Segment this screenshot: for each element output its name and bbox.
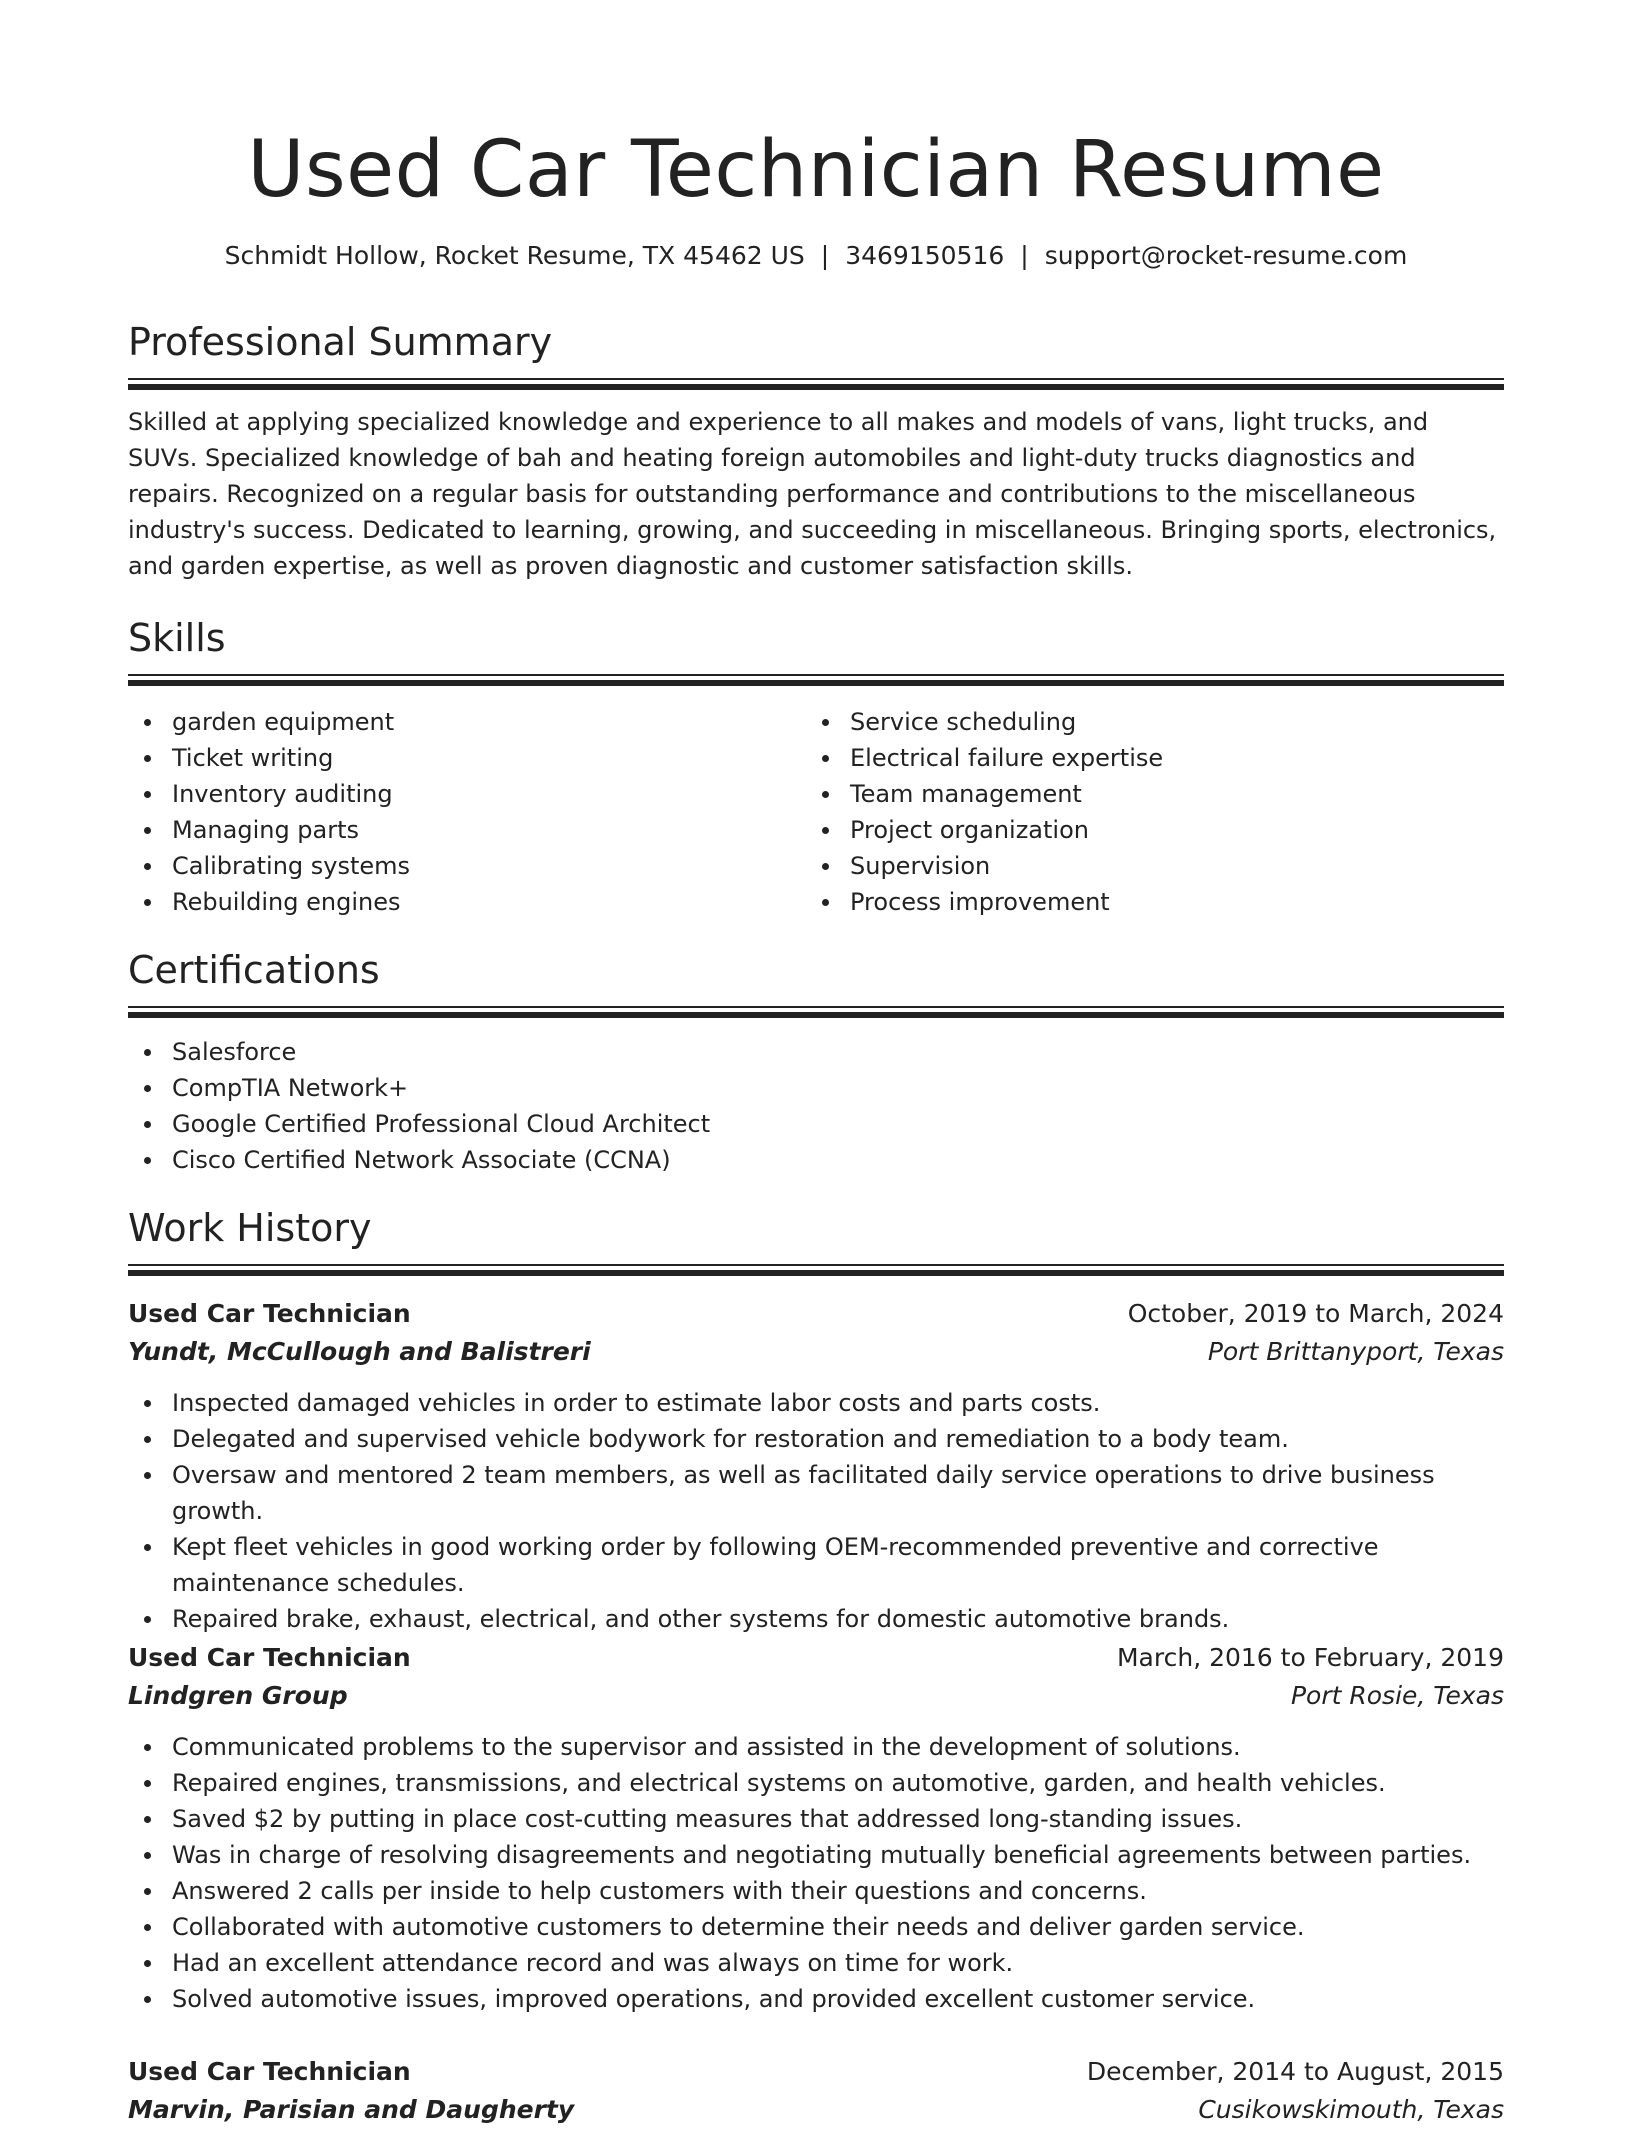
- job-title: Used Car Technician: [128, 2057, 411, 2086]
- job-company: Lindgren Group: [128, 1681, 348, 1710]
- job-title: Used Car Technician: [128, 1299, 411, 1328]
- contact-line: [128, 238, 1504, 274]
- skill-item: Inventory auditing: [172, 776, 768, 812]
- skill-item: Calibrating systems: [172, 848, 768, 884]
- job-company: Yundt, McCullough and Balistreri: [128, 1337, 591, 1366]
- section-divider: [128, 674, 1504, 686]
- summary-text: Skilled at applying specialized knowledge and experience to all makes and models of vans, light trucks, and SUVs. Specialized knowledge of bah and heating foreign automobiles and light-duty trucks diagnostics and repairs. Recognized on a regular basis for outstanding performance and contributions to the miscellaneous industry's success. Dedicated to learning, growing, and succeeding in miscellaneous. Bringing sports, electronics, and garden expertise, as well as proven diagnostic and customer satisfaction skills.: [128, 408, 1497, 580]
- skills-column-right: [806, 704, 1446, 920]
- section-divider: [128, 378, 1504, 390]
- job-dates: October, 2019 to March, 2024: [1127, 1299, 1504, 1328]
- job-location: Cusikowskimouth, Texas: [1198, 2095, 1504, 2124]
- skills-section: [128, 612, 1504, 924]
- section-divider: [128, 1006, 1504, 1018]
- job-bullets: [128, 1729, 1504, 2017]
- job-entry: [128, 1295, 1504, 1637]
- summary-section: [128, 316, 1504, 584]
- skills-column-left: [128, 704, 768, 920]
- job-bullet: Solved automotive issues, improved operations, and provided excellent customer service.: [172, 1981, 1504, 2017]
- certification-item: Google Certified Professional Cloud Architect: [172, 1106, 1504, 1142]
- skill-item: Electrical failure expertise: [850, 740, 1446, 776]
- skill-item: Rebuilding engines: [172, 884, 768, 920]
- job-bullet: Oversaw and mentored 2 team members, as well as facilitated daily service operations to drive business growth.: [172, 1457, 1504, 1529]
- section-heading: Work History: [128, 1206, 372, 1250]
- contact-address: Schmidt Hollow, Rocket Resume, TX 45462 US: [224, 241, 805, 270]
- certification-item: Salesforce: [172, 1034, 1504, 1070]
- work-history-section: [128, 1202, 1504, 1276]
- job-location: Port Rosie, Texas: [1290, 1681, 1504, 1710]
- skills-columns: [128, 704, 1504, 924]
- section-heading: Certifications: [128, 948, 380, 992]
- job-bullet: Repaired brake, exhaust, electrical, and other systems for domestic automotive brands.: [172, 1601, 1504, 1637]
- certification-item: Cisco Certified Network Associate (CCNA): [172, 1142, 1504, 1178]
- contact-email: support@rocket-resume.com: [1044, 241, 1408, 270]
- certification-item: CompTIA Network+: [172, 1070, 1504, 1106]
- skill-item: Process improvement: [850, 884, 1446, 920]
- skill-item: Managing parts: [172, 812, 768, 848]
- skill-item: Service scheduling: [850, 704, 1446, 740]
- skill-item: Ticket writing: [172, 740, 768, 776]
- job-company: Marvin, Parisian and Daugherty: [128, 2095, 575, 2124]
- job-title: Used Car Technician: [128, 1643, 411, 1672]
- job-bullet: Had an excellent attendance record and was always on time for work.: [172, 1945, 1504, 1981]
- job-bullet: Was in charge of resolving disagreements and negotiating mutually beneficial agreements between parties.: [172, 1837, 1504, 1873]
- skill-item: Supervision: [850, 848, 1446, 884]
- job-bullet: Saved $2 by putting in place cost-cutting measures that addressed long-standing issues.: [172, 1801, 1504, 1837]
- contact-separator: |: [1020, 241, 1029, 270]
- job-dates: December, 2014 to August, 2015: [1086, 2057, 1504, 2086]
- skill-item: Team management: [850, 776, 1446, 812]
- job-bullet: Kept fleet vehicles in good working order by following OEM-recommended preventive and corrective maintenance schedules.: [172, 1529, 1504, 1601]
- job-bullet: Inspected damaged vehicles in order to estimate labor costs and parts costs.: [172, 1385, 1504, 1421]
- job-bullets: [128, 1385, 1504, 1637]
- section-heading: Skills: [128, 616, 226, 660]
- job-bullet: Answered 2 calls per inside to help customers with their questions and concerns.: [172, 1873, 1504, 1909]
- section-heading: Professional Summary: [128, 320, 553, 364]
- certifications-section: [128, 944, 1504, 1178]
- skill-item: garden equipment: [172, 704, 768, 740]
- section-divider: [128, 1264, 1504, 1276]
- certifications-list: [128, 1034, 1504, 1178]
- skill-item: Project organization: [850, 812, 1446, 848]
- job-bullet: Repaired engines, transmissions, and electrical systems on automotive, garden, and health vehicles.: [172, 1765, 1504, 1801]
- job-dates: March, 2016 to February, 2019: [1116, 1643, 1504, 1672]
- job-entry: [128, 1639, 1504, 2017]
- resume-title: Used Car Technician Resume: [247, 125, 1385, 215]
- job-bullet: Delegated and supervised vehicle bodywork for restoration and remediation to a body team.: [172, 1421, 1504, 1457]
- contact-phone: 3469150516: [845, 241, 1005, 270]
- job-bullet: Communicated problems to the supervisor and assisted in the development of solutions.: [172, 1729, 1504, 1765]
- job-bullet: Collaborated with automotive customers to determine their needs and deliver garden service.: [172, 1909, 1504, 1945]
- job-location: Port Brittanyport, Texas: [1207, 1337, 1504, 1366]
- contact-separator: |: [820, 241, 830, 270]
- job-entry: [128, 2053, 1504, 2129]
